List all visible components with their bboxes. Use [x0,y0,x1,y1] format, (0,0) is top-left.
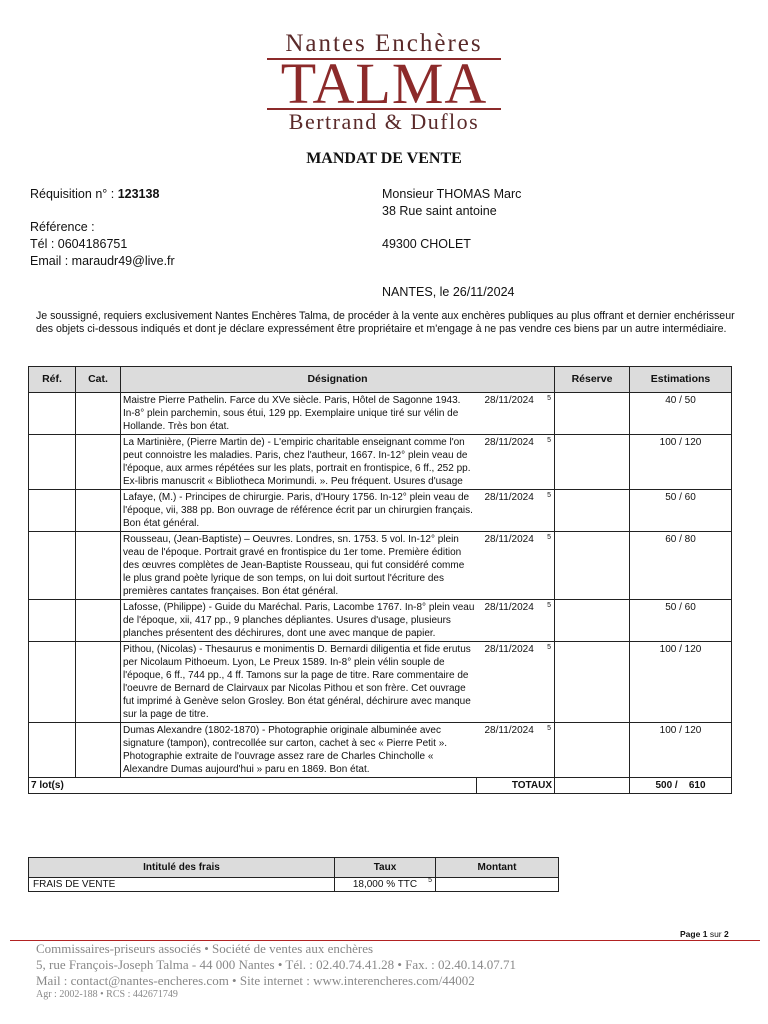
lot-ref [29,393,76,435]
lot-ref [29,723,76,778]
document-title: MANDAT DE VENTE [306,150,462,167]
lot-mark: 5 [547,644,551,651]
lot-mark: 5 [547,602,551,609]
lot-estimation: 100 / 120 [630,435,732,490]
requisition-label: Réquisition n° : [30,187,115,201]
fees-header-rate: Taux [335,858,436,878]
lot-estimation: 100 / 120 [630,642,732,723]
lot-ref [29,642,76,723]
lots-header-row [29,367,732,393]
place-date: NANTES, le 26/11/2024 [382,285,515,299]
fees-row-label: FRAIS DE VENTE [29,878,335,892]
lot-ref [29,600,76,642]
lot-date [477,435,555,490]
fees-row [29,878,559,892]
footer-line-1: Commissaires-priseurs associés • Société de ventes aux enchères [36,941,374,956]
totals-label: TOTAUX [477,778,555,794]
phone-line: Tél : 0604186751 [30,237,128,251]
fees-row-mark: 5 [428,877,432,884]
fees-header-amount: Montant [436,858,559,878]
lot-date-value: 28/11/2024 [484,725,534,736]
lot-row [29,642,732,723]
lot-estimation: 50 / 60 [630,490,732,532]
header-ref: Réf. [29,367,76,393]
page-current: 1 [702,929,708,939]
lot-ref [29,532,76,600]
lot-date-value: 28/11/2024 [484,534,534,545]
lot-mark: 5 [547,492,551,499]
footer-line-4: Agr : 2002-188 • RCS : 442671749 [36,989,178,1000]
lot-date [477,642,555,723]
fees-table [28,857,559,892]
lots-table [28,366,732,794]
lot-row [29,393,732,435]
requisition-line [30,186,175,203]
footer-line-3: Mail : contact@nantes-encheres.com • Site internet : www.interencheres.com/44002 [36,973,475,988]
lot-row [29,600,732,642]
requisition-info [30,186,175,270]
lot-ref [29,490,76,532]
totals-reserve [555,778,630,794]
lot-estimation: 100 / 120 [630,723,732,778]
header-cat: Cat. [76,367,121,393]
lot-date [477,723,555,778]
lot-estimation: 60 / 80 [630,532,732,600]
lot-row [29,435,732,490]
fees-row-amount [436,878,559,892]
lot-row [29,490,732,532]
lot-cat [76,490,121,532]
lot-designation: Lafosse, (Philippe) - Guide du Maréchal. Paris, Lacombe 1767. In-8° plein veau de l'époque, xii, 417 pp., 9 planches dépliantes. Usures d'usage, plusieurs planches présentent des déchirures, dont une avec manque de papier. [121,600,477,642]
lot-date [477,600,555,642]
logo-top-text: Nantes Enchères [285,30,483,57]
lot-reserve [555,532,630,600]
company-logo [0,30,768,134]
fees-row-rate: 18,000 % TTC [352,879,418,890]
totals-row [29,778,732,794]
lot-designation: Dumas Alexandre (1802-1870) - Photographie originale albuminée avec signature (tampon), contrecollée sur carton, cachet à sec « Pierre Petit ». Photographie extraite de l'ouvrage assez rare de Charles Chincholle « Alexandre Dumas aujourd'hui » paru en 1869. Bon état. [121,723,477,778]
lot-reserve [555,490,630,532]
lot-cat [76,642,121,723]
lot-mark: 5 [547,395,551,402]
reference-line: Référence : [30,220,95,234]
lot-row [29,532,732,600]
lot-date-value: 28/11/2024 [484,395,534,406]
lot-date [477,393,555,435]
lot-date-value: 28/11/2024 [484,602,534,613]
client-name: Monsieur THOMAS Marc [382,187,522,201]
lot-estimation: 50 / 60 [630,600,732,642]
lot-row [29,723,732,778]
lot-date [477,532,555,600]
intro-paragraph: Je soussigné, requiers exclusivement Nantes Enchères Talma, de procéder à la vente aux enchères publiques au plus offrant et dernier enchérisseur des objets ci-dessous indiqués et dont je déclare expressément être propriétaire et m'engage à ne pas vendre ces biens par un autre intermédiaire. [36,310,735,335]
footer-line-2: 5, rue François-Joseph Talma - 44 000 Nantes • Tél. : 02.40.74.41.28 • Fax. : 02.40.14.07.71 [36,957,516,972]
lot-designation: Lafaye, (M.) - Principes de chirurgie. Paris, d'Houry 1756. In-12° plein veau de l'époque, vii, 388 pp. Bon ouvrage de référence écrit par un chirurgien français. Bon état général. [121,490,477,532]
lot-reserve [555,393,630,435]
header-estimations: Estimations [630,367,732,393]
email-line: Email : maraudr49@live.fr [30,254,175,268]
lot-designation: La Martinière, (Pierre Martin de) - L'empiric charitable enseignant comme l'on peut connoistre les maladies. Paris, chez l'autheur, 1667. In-12° plein veau de l'époque, aux armes répétées sur les plats, portrait en frontispice, 6 ff., 252 pp. Ex-libris manuscrit « Bibliotheca Morimundi. ». Peu fréquent. Usures d'usage [121,435,477,490]
lot-date [477,490,555,532]
lot-designation: Maistre Pierre Pathelin. Farce du XVe siècle. Paris, Hôtel de Sagonne 1943. In-8° plein parchemin, sous étui, 129 pp. Exemplaire unique tiré sur vélin de Hollande. Très bon état. [121,393,477,435]
lot-date-value: 28/11/2024 [484,437,534,448]
page-of: sur [709,929,722,939]
client-street: 38 Rue saint antoine [382,204,497,218]
lot-date-value: 28/11/2024 [484,492,534,503]
lot-cat [76,600,121,642]
lot-designation: Rousseau, (Jean-Baptiste) – Oeuvres. Londres, sn. 1753. 5 vol. In-12° plein veau de l'époque. Portrait gravé en frontispice du 1er tome. Première édition des œuvres complètes de Jean-Baptiste Rousseau, qui fut considéré comme le plus grand poète lyrique de son temps, on lui doit surtout l'écriture des premières cantates françaises. Bon état général. [121,532,477,600]
header-reserve: Réserve [555,367,630,393]
lot-reserve [555,435,630,490]
company-footer [36,941,516,1001]
lot-estimation: 40 / 50 [630,393,732,435]
fees-header-row [29,858,559,878]
lot-date-value: 28/11/2024 [484,644,534,655]
lot-mark: 5 [547,437,551,444]
lot-cat [76,435,121,490]
lot-cat [76,393,121,435]
totals-estimation: 500 / 610 [630,778,732,794]
lot-reserve [555,642,630,723]
lot-designation: Pithou, (Nicolas) - Thesaurus e monimentis D. Bernardi diligentia et fide erutus per Nicolaum Pithoeum. Lyon, Le Preux 1589. In-8° plein vélin souple de l'époque, 6 ff., 744 pp., 4 ff. Tamons sur la page de titre. Rare commentaire de l'oeuvre de Bernard de Clairvaux par Nicolas Pithou et son frère. Cet ouvrage fut imprimé à Genève selon Grosley. Bon état général, déchirure avec manque sur la page de titre. [121,642,477,723]
requisition-number: 123138 [117,187,160,201]
page-number [680,929,729,939]
totals-lot-count: 7 lot(s) [29,778,477,794]
lot-reserve [555,723,630,778]
header-designation: Désignation [121,367,555,393]
fees-row-rate-cell [335,878,436,892]
client-city: 49300 CHOLET [382,237,471,251]
lot-cat [76,723,121,778]
logo-main-text: TALMA [280,51,488,116]
lot-reserve [555,600,630,642]
fees-header-label: Intitulé des frais [29,858,335,878]
lot-mark: 5 [547,725,551,732]
client-address [382,186,521,253]
lot-ref [29,435,76,490]
page-total: 2 [724,929,729,939]
logo-bottom-text: Bertrand & Duflos [288,109,480,134]
lot-mark: 5 [547,534,551,541]
lot-cat [76,532,121,600]
page-label: Page [680,929,701,939]
